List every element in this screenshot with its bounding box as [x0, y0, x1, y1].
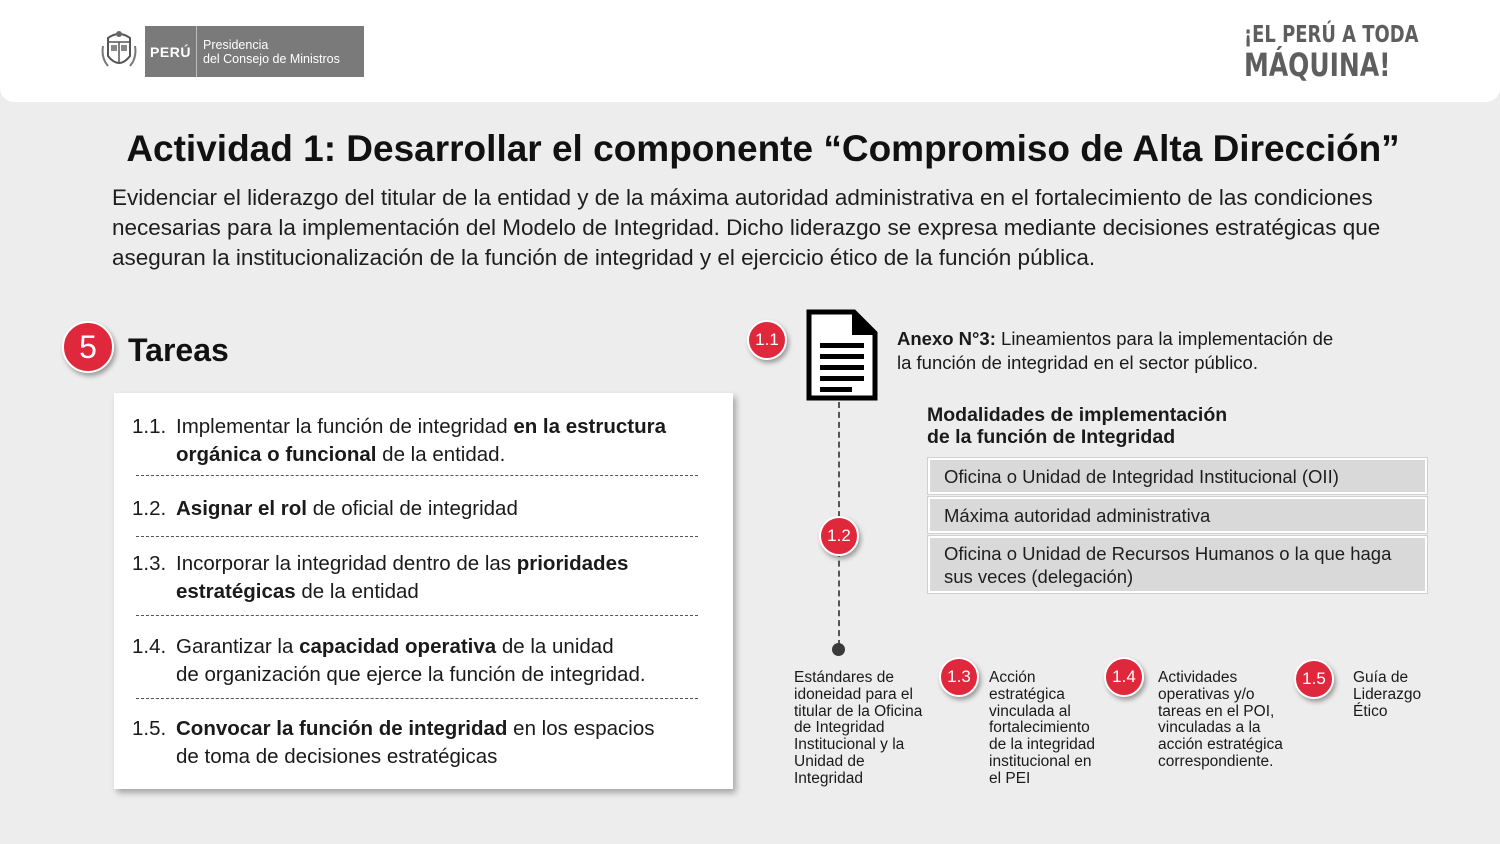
document-icon [806, 309, 878, 401]
header-bar [0, 0, 1500, 102]
timeline-end-dot [832, 643, 845, 656]
divider [136, 698, 698, 699]
modality-item: Oficina o Unidad de Integridad Institucional (OII) [928, 458, 1427, 494]
slogan: ¡EL PERÚ A TODA MÁQUINA! [1244, 22, 1419, 84]
pcm-logo [145, 26, 364, 77]
task-item: 1.5. Convocar la función de integridad en los espacios de toma de decisiones estratégicas [132, 717, 655, 768]
footnote-standards: Estándares de idoneidad para el titular de la Oficina de Integridad Institucional y la Unidad de Integridad [794, 669, 923, 787]
logo-institution: Presidencia del Consejo de Ministros [203, 37, 340, 66]
task-item: 1.1. Implementar la función de integridad en la estructura orgánica o funcional de la entidad. [132, 415, 666, 466]
tasks-count-badge: 5 [62, 321, 114, 373]
divider [136, 475, 698, 476]
footnote-pei: Acción estratégica vinculada al fortalecimiento de la integridad institucional en el PEI [989, 669, 1095, 787]
divider [136, 615, 698, 616]
logo-country: PERÚ [145, 26, 197, 77]
step-badge-1-2: 1.2 [819, 516, 859, 556]
step-badge-1-3: 1.3 [939, 657, 979, 697]
modality-item: Oficina o Unidad de Recursos Humanos o la que haga sus veces (delegación) [928, 536, 1427, 593]
task-item: 1.4. Garantizar la capacidad operativa de la unidad de organización que ejerce la función de integridad. [132, 635, 646, 686]
tasks-card [114, 393, 733, 789]
task-item: 1.2. Asignar el rol de oficial de integridad [132, 497, 518, 520]
footnote-poi: Actividades operativas y/o tareas en el POI, vinculadas a la acción estratégica correspondiente. [1158, 669, 1283, 770]
step-badge-1-4: 1.4 [1104, 657, 1144, 697]
page-title: Actividad 1: Desarrollar el componente “Compromiso de Alta Dirección” [126, 128, 1400, 169]
task-item: 1.3. Incorporar la integridad dentro de las prioridades estratégicas de la entidad [132, 552, 629, 603]
tasks-heading: Tareas [128, 332, 229, 368]
modalities-title: Modalidades de implementación de la función de Integridad [927, 404, 1228, 448]
modality-item: Máxima autoridad administrativa [928, 497, 1427, 533]
step-badge-1-5: 1.5 [1294, 659, 1334, 699]
footnote-guide: Guía de Liderazgo Ético [1353, 669, 1422, 720]
coat-of-arms-icon [100, 28, 138, 74]
divider [136, 536, 698, 537]
anexo-note: Anexo N°3: Lineamientos para la implementación de la función de integridad en el sector público. [897, 328, 1334, 373]
step-badge-1-1: 1.1 [747, 320, 787, 360]
intro-paragraph: Evidenciar el liderazgo del titular de la entidad y de la máxima autoridad administrativa en el fortalecimiento de las condiciones necesarias para la implementación del Modelo de Integridad. Dicho liderazgo se expresa mediante decisiones estratégicas que aseguran la institucionalización de la función de integridad y el ejercicio ético de la función pública. [112, 185, 1381, 270]
